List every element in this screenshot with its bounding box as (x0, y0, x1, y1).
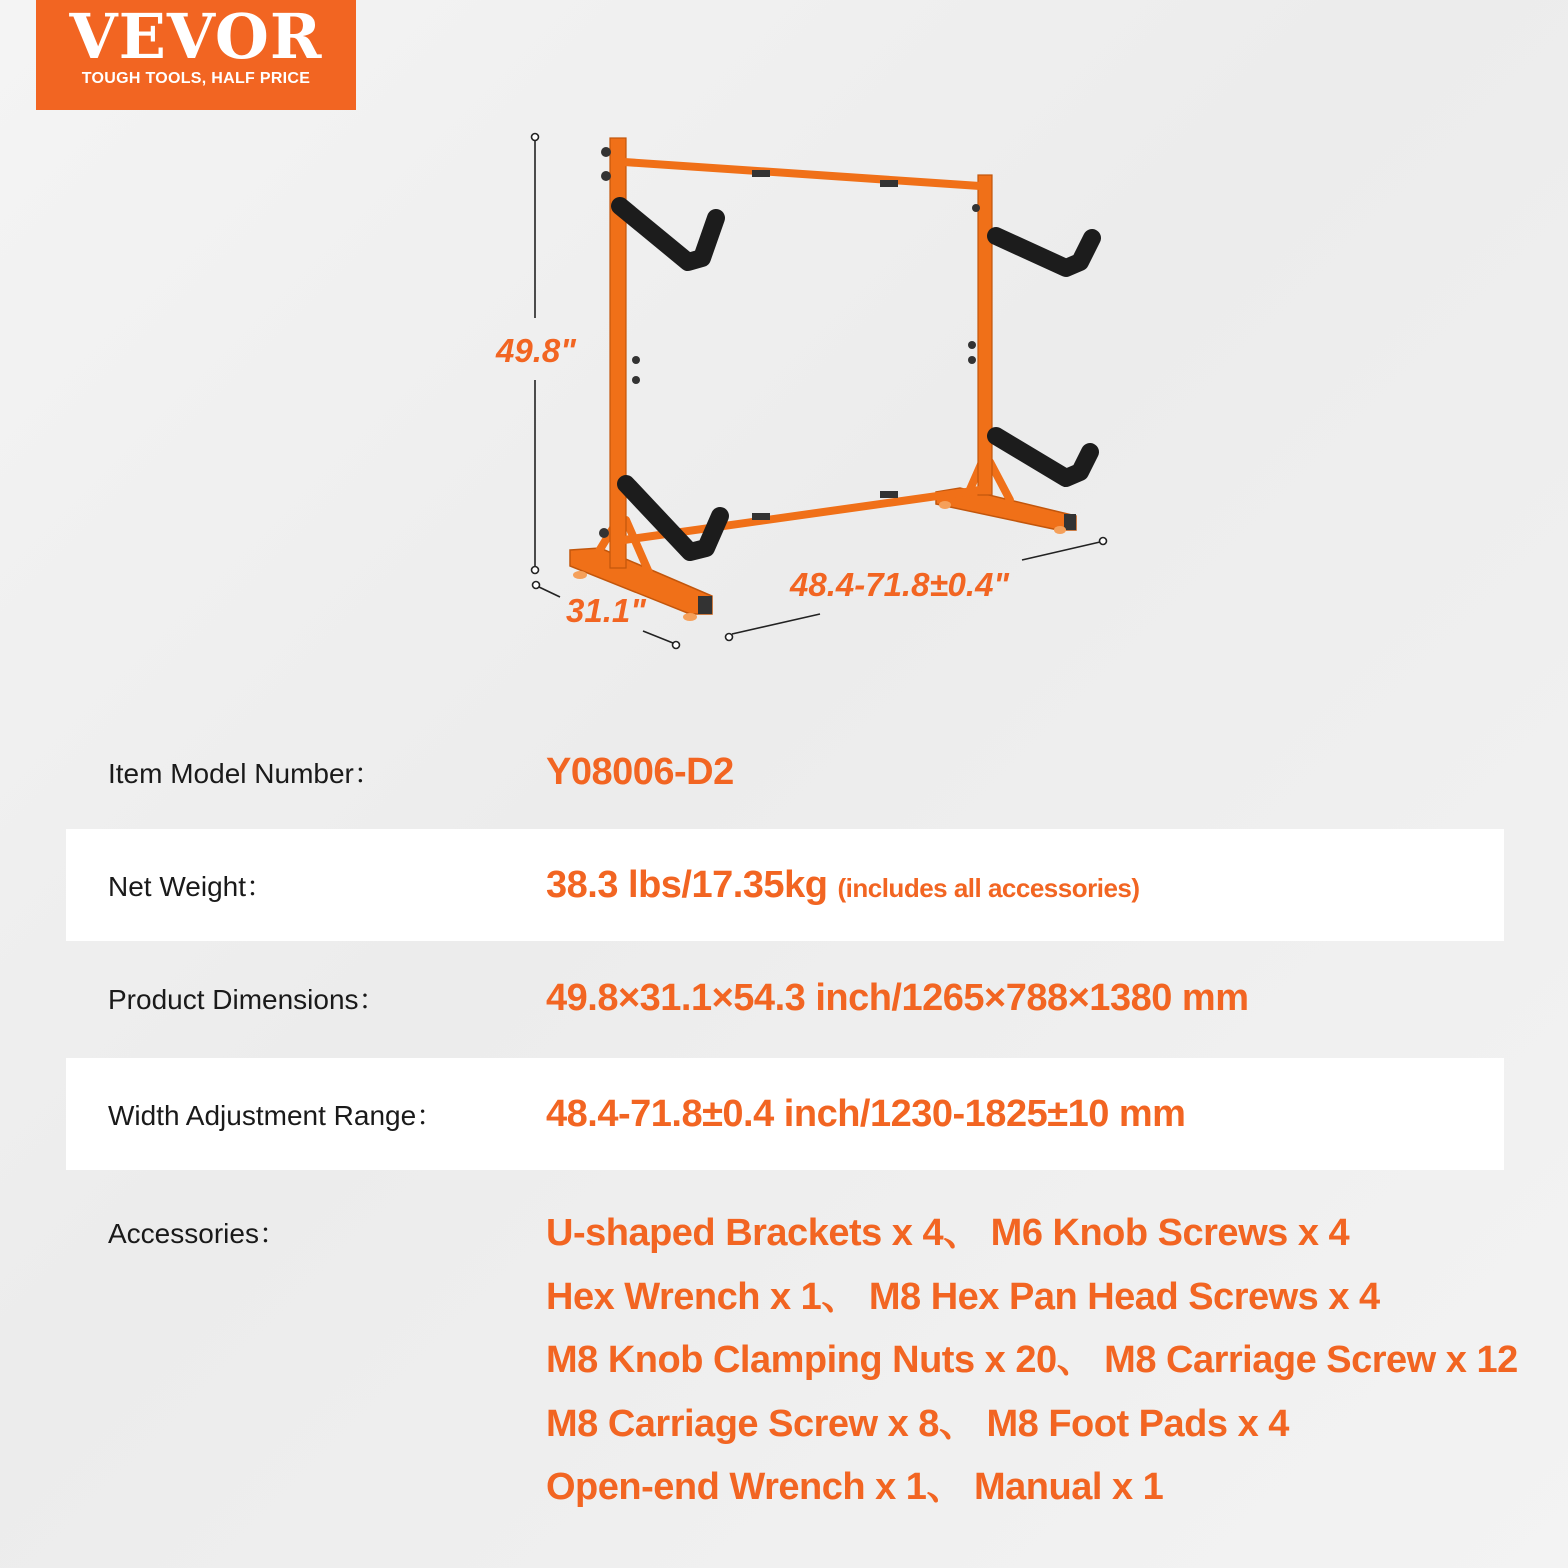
kayak-rack-drawing (470, 120, 1150, 665)
spec-row-dimensions (66, 942, 1504, 1054)
depth-dimension-label: 31.1" (566, 592, 646, 629)
spec-value-weight (546, 864, 1140, 907)
u-shaped-brackets (620, 206, 1092, 552)
spec-label-width-range: Width Adjustment Range： (108, 1100, 445, 1131)
spec-value-dimensions: 49.8×31.1×54.3 inch/1265×788×1380 mm (546, 976, 1249, 1019)
weight-value: 38.3 lbs/17.35kg (546, 863, 828, 906)
width-dimension-label: 48.4-71.8±0.4" (790, 566, 1010, 603)
accessory-line: Open-end Wrench x 1、 Manual x 1 (546, 1466, 1164, 1508)
accessory-line: U-shaped Brackets x 4、 M6 Knob Screws x 4 (546, 1212, 1350, 1254)
spec-row-weight (66, 829, 1504, 941)
accessories-label: Accessories： (108, 1218, 287, 1249)
spec-value-model: Y08006-D2 (546, 750, 734, 793)
height-dimension-label: 49.8" (496, 332, 576, 369)
weight-note: (includes all accessories) (837, 872, 1140, 903)
brand-name: VEVOR (69, 0, 323, 73)
spec-value-width-range: 48.4-71.8±0.4 inch/1230-1825±10 mm (546, 1092, 1186, 1135)
accessory-line: M8 Carriage Screw x 8、 M8 Foot Pads x 4 (546, 1402, 1289, 1445)
product-illustration (470, 120, 1150, 665)
spec-label-dimensions: Product Dimensions： (108, 984, 387, 1015)
spec-label-weight: Net Weight： (108, 871, 274, 902)
spec-row-width-range (66, 1058, 1504, 1170)
accessory-line: M8 Knob Clamping Nuts x 20、 M8 Carriage Screw x 12 (546, 1339, 1518, 1381)
brand-logo (36, 0, 356, 110)
spec-label-model: Item Model Number： (108, 758, 382, 789)
rack-posts (610, 138, 992, 568)
brand-tagline: TOUGH TOOLS, HALF PRICE (81, 70, 311, 87)
accessory-line: Hex Wrench x 1、 M8 Hex Pan Head Screws x 4 (546, 1275, 1380, 1318)
rack-crossbars (624, 162, 980, 540)
accessories-list (546, 1202, 1518, 1520)
rack-knobs (599, 147, 980, 538)
spec-row-model (66, 716, 1504, 828)
